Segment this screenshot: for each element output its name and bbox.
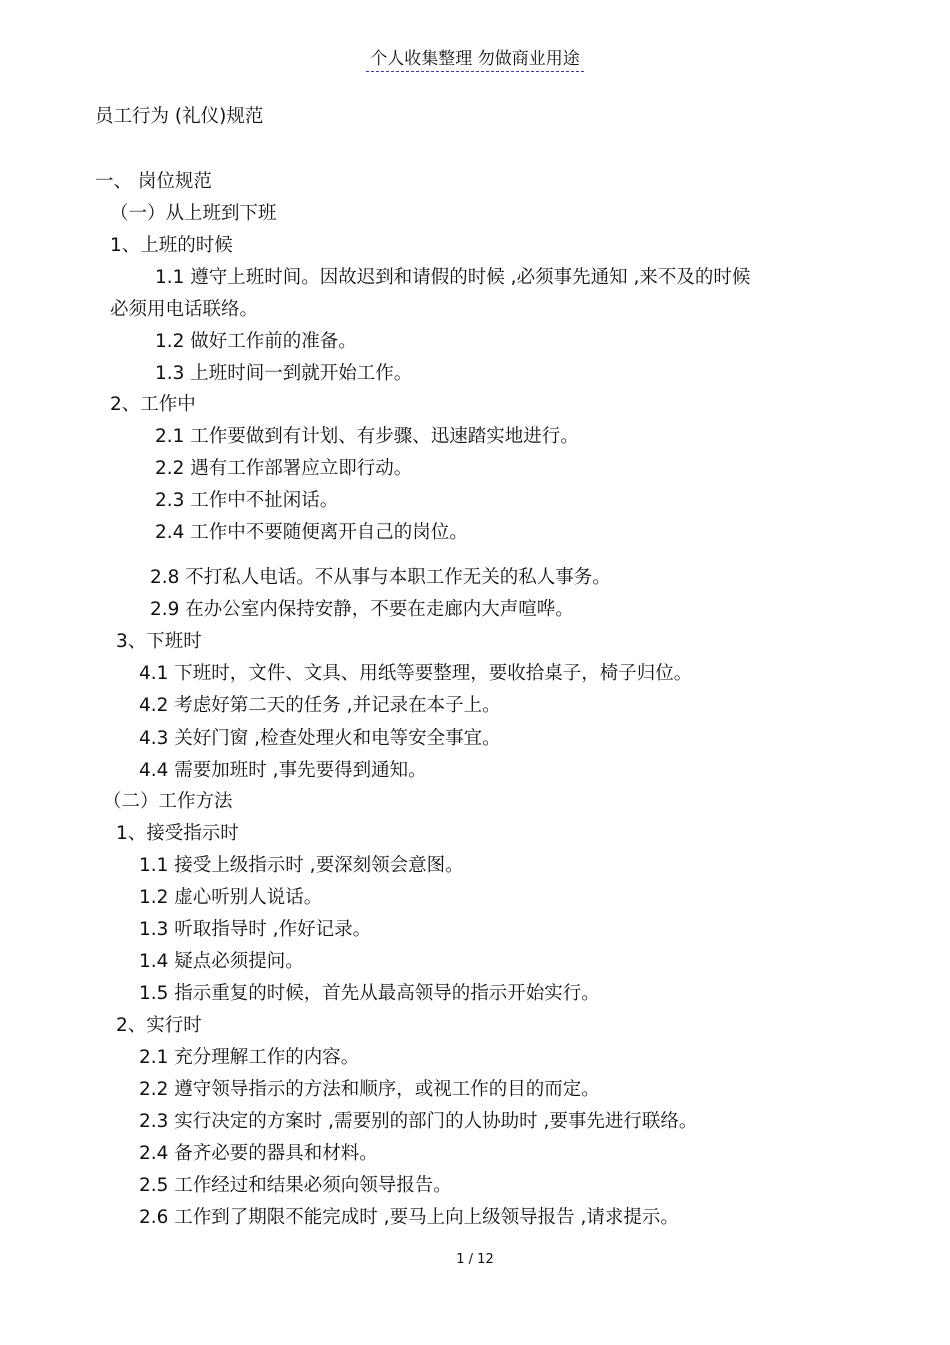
list-item: 1.3 上班时间一到就开始工作。 [155, 363, 413, 384]
list-item: 1.2 做好工作前的准备。 [155, 331, 357, 352]
list-item: 1.1 接受上级指示时 ,要深刻领会意图。 [139, 855, 464, 876]
header-text: 个人收集整理 勿做商业用途 [366, 48, 583, 72]
page-number: 1 / 12 [456, 1252, 494, 1267]
list-item: 2.1 工作要做到有计划、有步骤、迅速踏实地进行。 [155, 426, 579, 447]
list-item: 1.1 遵守上班时间。因故迟到和请假的时候 ,必须事先通知 ,来不及的时候 [155, 267, 751, 288]
list-item: 2.3 工作中不扯闲话。 [155, 490, 339, 511]
list-item: 2.8 不打私人电话。不从事与本职工作无关的私人事务。 [150, 567, 611, 588]
list-item: 2.4 工作中不要随便离开自己的岗位。 [155, 522, 468, 543]
list-item-continuation: 必须用电话联络。 [110, 299, 259, 320]
page-header [0, 48, 950, 72]
document-title: 员工行为 (礼仪)规范 [95, 106, 264, 127]
item-heading: 2、实行时 [116, 1015, 202, 1036]
item-heading: 1、接受指示时 [116, 823, 239, 844]
list-item: 2.3 实行决定的方案时 ,需要别的部门的人协助时 ,要事先进行联络。 [139, 1111, 698, 1132]
list-item: 2.2 遇有工作部署应立即行动。 [155, 458, 413, 479]
list-item: 2.5 工作经过和结果必须向领导报告。 [139, 1175, 452, 1196]
subsection-heading: （二）工作方法 [103, 791, 233, 812]
list-item: 4.2 考虑好第二天的任务 ,并记录在本子上。 [139, 695, 501, 716]
item-heading: 3、下班时 [116, 631, 202, 652]
list-item: 2.9 在办公室内保持安静，不要在走廊内大声喧哗。 [150, 599, 574, 620]
list-item: 2.2 遵守领导指示的方法和顺序，或视工作的目的而定。 [139, 1079, 600, 1100]
section-heading: 一、 岗位规范 [95, 171, 212, 192]
list-item: 1.4 疑点必须提问。 [139, 951, 304, 972]
subsection-heading: （一）从上班到下班 [110, 203, 277, 224]
list-item: 1.5 指示重复的时候，首先从最高领导的指示开始实行。 [139, 983, 600, 1004]
list-item: 2.6 工作到了期限不能完成时 ,要马上向上级领导报告 ,请求提示。 [139, 1207, 679, 1228]
list-item: 4.3 关好门窗 ,检查处理火和电等安全事宜。 [139, 728, 501, 749]
list-item: 2.4 备齐必要的器具和材料。 [139, 1143, 378, 1164]
list-item: 1.3 听取指导时 ,作好记录。 [139, 919, 372, 940]
item-heading: 2、工作中 [110, 394, 196, 415]
item-heading: 1、上班的时候 [110, 235, 233, 256]
list-item: 4.4 需要加班时 ,事先要得到通知。 [139, 760, 427, 781]
list-item: 1.2 虚心听别人说话。 [139, 887, 323, 908]
list-item: 4.1 下班时，文件、文具、用纸等要整理，要收拾桌子，椅子归位。 [139, 663, 693, 684]
list-item: 2.1 充分理解工作的内容。 [139, 1047, 360, 1068]
